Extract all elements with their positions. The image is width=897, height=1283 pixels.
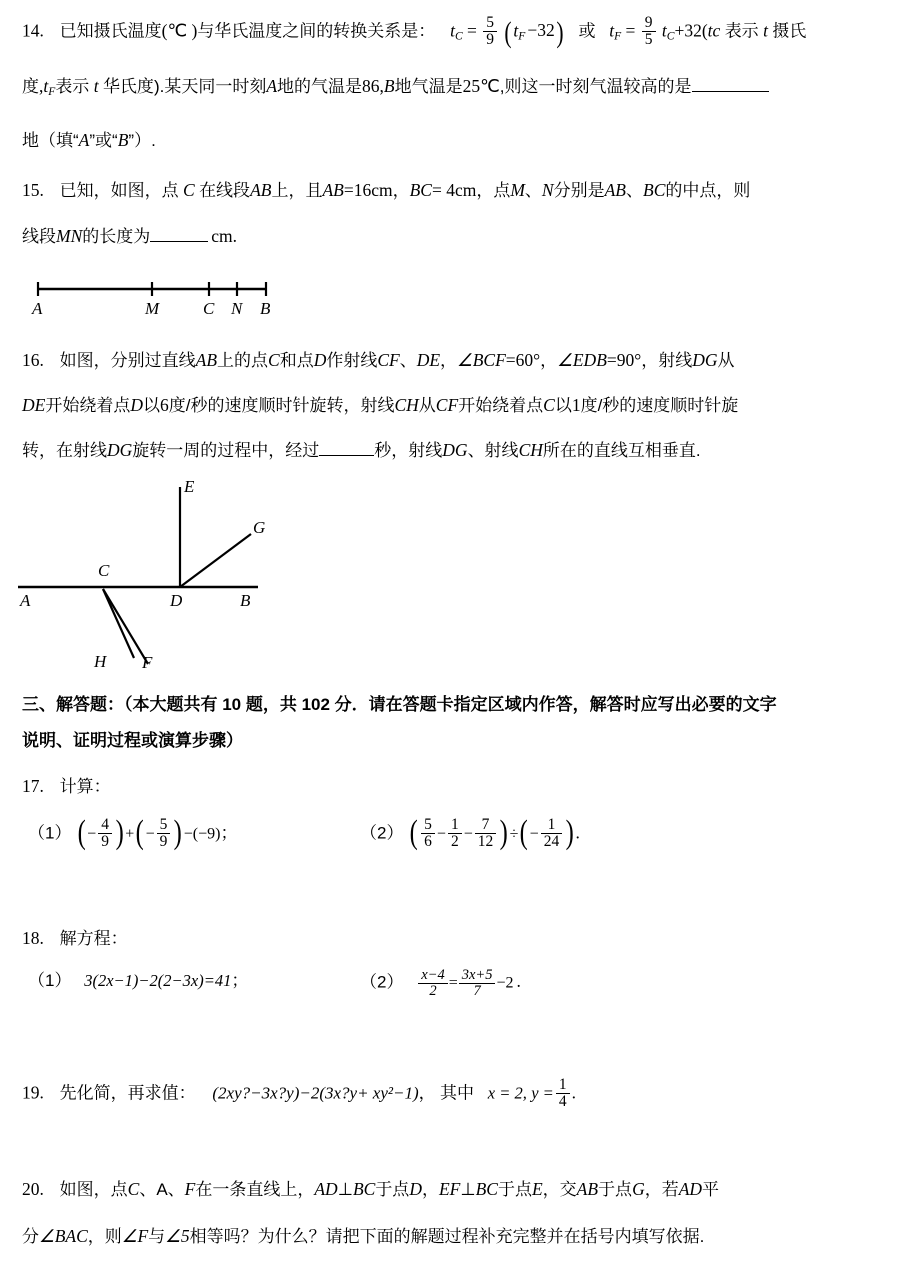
q20-BC: BC [352,1179,376,1199]
q14-sheshi: 摄氏 [772,21,807,41]
q14-tf2-symbol: t [609,20,615,41]
q17-title-text: 计算： [59,777,111,796]
segment-label-N: N [231,299,243,318]
question-17-part-1: （1） (− $\frac{4}{9}$ )+(− $\frac{5}{9}$ )−(−9)； [28,814,238,852]
q16-C: C [268,350,280,370]
q14-l2-A: A [266,76,278,96]
q17-p2-frac-5-6 [421,817,435,850]
q14-tc2-sub: C [666,30,675,43]
q19-y-fraction [556,1077,570,1110]
q14-text-2: 与华氏温度之间的转换关系是： [197,21,436,41]
q14-l2-du: 度 [22,77,39,96]
q15-text-4: ，点 [476,181,511,200]
q18-p2-f2-num: 3x+5 [461,967,493,983]
q20-text-8: 平 [702,1180,720,1199]
ray-label-A: A [20,591,31,610]
q17-p2-frac-1-24 [541,817,563,850]
q20-AB: AB [576,1179,599,1199]
q14-tc-sub: C [454,30,463,43]
q16-text-5: ，射线 [641,351,693,370]
q20-AD2: AD [678,1179,703,1199]
q14-l2-text: ).某天同一时刻 [153,77,267,96]
q14-l2-t2: t [93,76,99,96]
q17-p1-tail: (−9) [192,825,221,843]
q17-p1-paren-close-2: ) [174,814,183,852]
q16-l2-text3: 开始绕着点 [458,396,544,415]
q17-p2-divide: ÷ [509,825,519,843]
q18-p2-equals: = [448,974,458,992]
q16-text-6: 从 [717,351,735,370]
q17-p1-f1-num: 4 [101,816,109,833]
q19-y-den: 4 [556,1093,570,1110]
q16-comma1: ， [440,351,458,370]
q20-AD: AD [314,1179,338,1199]
q18-p1-label: （1） [28,971,72,990]
q15-BC: BC [409,180,432,200]
q15-text-6: 的中点，则 [665,181,751,200]
q20-l2-fen: 分 [22,1227,39,1246]
q20-EF: EF [438,1179,461,1199]
q17-p2-paren-close-2: ) [565,814,574,852]
q18-p2-label: （2） [360,972,404,992]
q15-eq2: = 4cm [431,180,477,200]
question-16-line-2 [22,397,738,415]
q16-l2-yi2: 以 [554,396,572,415]
question-20-line-1 [22,1181,719,1199]
ray-label-G: G [253,518,266,537]
q16-text-3: 和点 [279,351,314,370]
q16-l2-cong: 从 [418,396,436,415]
q16-l3-text3: 秒，射线 [374,441,443,460]
q17-p2-f1-den: 6 [421,833,435,850]
q17-p1-frac-5-9 [157,817,171,850]
q16-dun1: 、 [399,351,417,370]
question-18-title [22,930,128,948]
q14-paren-close: ) [556,15,564,49]
q17-p2-end: . [575,822,580,843]
q19-title-text: 先化简，再求值： [59,1083,196,1103]
q19-y-lhs: y = [531,1083,554,1103]
q17-p2-paren-open-1: ( [409,814,418,852]
q17-p2-frac-1-2 [448,817,462,850]
q20-l2-text2: 相等吗？为什么？请把下面的解题过程补充完整并在括号内填写依据. [189,1227,705,1246]
q14-l3-end: ”）. [128,131,156,150]
q20-angle-BAC: ∠BAC [39,1226,88,1246]
q18-title-text: 解方程： [59,929,128,948]
q16-eq-60: =60° [505,350,541,370]
question-15-number: 15. [22,180,44,200]
q17-p2-f4-num: 1 [547,816,556,833]
q17-p2-f2-den: 2 [448,833,462,850]
q14-tc-symbol: t [450,20,455,41]
q20-l2-yu: 与 [148,1227,166,1246]
q16-angle-EDB: ∠EDB [557,350,607,370]
q16-text-1: 如图，分别过直线 [59,351,196,370]
q15-answer-blank[interactable] [150,228,208,242]
segment-diagram [18,272,278,320]
q14-tf2-sub: F [614,30,622,43]
q20-A: A [156,1180,168,1199]
question-20-line-2 [22,1228,704,1246]
q17-p2-paren-close-1: ) [499,814,508,852]
q20-text-3: 于点 [375,1180,410,1199]
q16-CH: CH [394,395,419,415]
question-18-part-1 [28,972,248,990]
angle-rays-diagram [8,472,308,672]
q14-or: 或 [578,21,596,41]
q19-given-label: 其中 [440,1083,474,1103]
q19-x-value: x = 2, [487,1083,527,1103]
q16-text-4: 作射线 [326,351,378,370]
q17-p2-paren-open-2: ( [519,814,529,852]
question-15-line-2 [22,228,237,246]
q20-perp-1: ⊥ [337,1179,353,1199]
q15-eq1: =16cm [343,180,393,200]
q18-p2-frac-right [459,968,496,999]
q14-equals-1: = [467,20,477,41]
q19-expression: (2xy?−3x?y)−2(3x?y+ xy²−1) [212,1083,419,1103]
q16-l3-CH: CH [518,440,543,460]
q16-speed-1: 1 [571,395,581,415]
q15-period: . [232,226,238,246]
q16-l2-D: D [130,395,143,415]
q20-D: D [409,1179,422,1199]
q17-p2-op2: − [463,825,473,843]
q17-p1-paren-open-1: ( [77,814,86,852]
q15-N: N [541,180,554,200]
q14-l3-A: A [78,130,90,150]
q17-p2-f2-num: 1 [450,816,459,833]
q14-l2-86: 86 [362,76,380,96]
q15-dun2: 、 [626,181,643,200]
q14-l2-B: B [383,76,395,96]
q17-p1-frac-4-9 [98,817,112,850]
q18-p1-expression: 3(2x−1)−2(2−3x)=41 [84,971,232,990]
q14-l3-B: B [117,130,129,150]
q16-D: D [313,350,327,370]
q14-frac1-den: 9 [483,31,497,48]
q15-AB2: AB [322,180,344,200]
q17-p1-f1-den: 9 [98,833,112,850]
q14-plus32: +32 [674,20,702,41]
question-17-title [22,778,111,796]
q14-text-1: 已知摄氏温度 [59,21,162,41]
q16-speed-6: 6 [159,395,169,415]
q14-tf-symbol: t [513,20,519,41]
q14-frac2-num: 9 [644,14,653,31]
q17-p2-op1: − [436,825,446,843]
q15-BC2: BC [643,180,666,200]
q14-l2-text4: ,则这一时刻气温较高的是 [499,77,692,96]
q19-comma: ， [418,1083,436,1103]
ray-label-H: H [94,652,107,671]
q16-l3-DG: DG [107,440,133,460]
q16-l3-text4: 、射线 [467,441,519,460]
q14-l2-comma2: , [379,76,384,96]
question-15-line-1 [22,182,750,200]
question-16-line-1 [22,352,735,370]
q15-AB3: AB [604,180,626,200]
q16-l2-text2: 度/秒的速度顺时针旋转，射线 [168,396,395,415]
q14-t-symbol: t [763,20,768,41]
q15-C: C [183,180,195,200]
q14-l2-degC: ℃ [480,76,500,96]
q20-E: E [531,1179,543,1199]
q17-p1-end: ； [220,823,238,843]
q14-paren2: ( [701,20,708,41]
q20-perp-2: ⊥ [460,1179,476,1199]
q18-p1-end: ； [231,971,249,990]
question-14-number: 14. [22,20,44,41]
q14-l2-biaoshi: 表示 [55,77,90,96]
q17-p2-f4-den: 24 [541,833,563,850]
q20-dun1: 、 [139,1180,157,1199]
question-20-number: 20. [22,1179,44,1199]
q20-text-7: ，若 [644,1180,679,1199]
q18-p2-frac-left [418,968,447,999]
q15-cm: cm [211,226,233,246]
segment-label-B: B [260,299,271,318]
question-17-number: 17. [22,776,44,796]
q15-text-5: 分别是 [553,181,605,200]
segment-label-M: M [145,299,160,318]
q16-l3-text2: 旋转一周的过程中，经过 [132,441,320,460]
q20-l2-text1: ，则 [87,1227,122,1246]
q14-paren-open: ( [504,15,512,49]
q16-DE: DE [416,350,441,370]
q16-l2-yi: 以 [142,396,160,415]
q20-comma1: ， [421,1180,439,1199]
q16-eq-90: =90° [606,350,642,370]
q14-tf-sub: F [518,30,526,43]
q15-text-2: 在线段 [199,181,251,200]
question-16-line-3 [22,442,701,460]
q16-answer-blank[interactable] [319,442,374,456]
question-14-line-2 [22,78,769,99]
q16-l2-CF: CF [435,395,459,415]
q20-text-2: 在一条直线上， [195,1180,315,1199]
q20-text-6: 于点 [598,1180,633,1199]
q15-l2-text: 线段 [22,227,56,246]
question-14-line-3 [22,132,156,150]
q19-y-num: 1 [558,1076,567,1093]
q16-AB: AB [195,350,218,370]
q17-p1-paren-open-2: ( [135,814,145,852]
q14-l3-text: 地（填“ [22,131,79,150]
question-16-number: 16. [22,350,44,370]
q14-l2-huashidu: 华氏度 [102,77,154,96]
q16-text-2: 上的点 [217,351,269,370]
q20-G: G [632,1179,645,1199]
q17-p1-plus: + [125,825,135,843]
q14-l2-25: 25 [462,76,481,96]
q15-M: M [510,180,525,200]
q14-l3-mid: ”或“ [89,131,118,150]
q15-AB: AB [250,180,272,200]
q19-end: . [571,1082,576,1103]
q14-l2-text2: 地的气温是 [277,77,363,96]
q15-l2-text2: 的长度为 [82,227,151,246]
q18-p2-end: . [516,971,521,992]
q18-p2-tail: −2 [496,974,514,992]
q15-text-1: 已知，如图，点 [59,181,179,200]
q16-CF: CF [377,350,400,370]
question-17-part-2: （2） ( $\frac{5}{6}$ − $\frac{1}{2}$ − $\frac{7}{12}$ )÷(− $\frac{1}{24}$ ). [360,814,580,852]
q14-minus32: −32 [527,20,555,41]
q14-frac2-den: 5 [642,31,656,48]
q14-frac1-num: 5 [486,14,495,31]
q17-p2-f1-num: 5 [424,816,432,833]
q15-text-3: 上，且 [271,181,323,200]
q20-text-4: 于点 [497,1180,532,1199]
q20-BC2: BC [475,1179,498,1199]
q17-p2-f3-den: 12 [475,833,497,850]
q17-p1-minus: − [183,825,193,843]
question-19 [22,1078,576,1111]
q14-tc-text: tc [707,20,721,41]
q17-p1-f2-num: 5 [159,816,168,833]
q14-fraction-9-5 [642,15,656,48]
ray-label-B: B [240,591,251,610]
q16-angle-BCF: ∠BCF [457,350,506,370]
ray-label-D: D [170,591,183,610]
q20-angle-F: ∠F [121,1226,149,1246]
q14-equals-2: = [625,20,636,41]
q20-text-5: ，交 [542,1180,577,1199]
q14-l2-t-sub: F [48,86,56,99]
q14-l2-t: t [43,76,49,96]
q15-MN: MN [56,226,83,246]
q17-p2-label: （2） [360,823,404,843]
q20-text-1: 如图，点 [59,1180,128,1199]
q16-l3-text5: 所在的直线互相垂直. [542,441,701,460]
segment-label-C: C [203,299,215,318]
q20-angle-5: ∠5 [165,1226,190,1246]
q14-l2-comma: , [39,76,44,96]
q15-comma1: ， [392,181,410,200]
q14-biaoshi: 表示 [724,21,759,41]
q17-p2-frac-7-12 [475,817,497,850]
question-14-line-1 [22,16,806,49]
q17-p1-paren-close-1: ) [115,814,124,852]
question-19-number: 19. [22,1082,44,1103]
q18-p2-f1-den: 2 [418,983,447,999]
q20-C: C [127,1179,140,1199]
q18-p2-f2-den: 7 [459,983,496,999]
q20-dun2: 、 [167,1180,185,1199]
question-18-number: 18. [22,928,44,948]
q14-fraction-5-9 [483,15,497,48]
section-3-heading-line-2: 说明、证明过程或演算步骤） [22,731,243,750]
ray-label-C: C [98,561,110,580]
q17-p2-f3-num: 7 [481,816,490,833]
q16-l3-DG2: DG [442,440,468,460]
q17-p1-label: （1） [28,823,72,843]
question-18-part-2 [360,968,521,999]
q16-comma2: ， [540,351,558,370]
segment-label-A: A [32,299,43,318]
ray-label-F: F [142,653,153,672]
q16-l2-DE: DE [22,395,46,415]
q16-l2-text1: 开始绕着点 [45,396,131,415]
q14-answer-blank[interactable] [692,78,769,92]
q14-unit: (℃ ) [161,20,198,41]
q16-l3-text1: 转，在射线 [22,441,107,460]
q18-p2-f1-num: x−4 [421,967,445,983]
q16-l2-text4: 度/秒的速度顺时针旋 [580,396,739,415]
q16-l2-C: C [543,395,555,415]
q20-F: F [184,1179,196,1199]
q16-DG: DG [692,350,718,370]
section-3-heading-line-1: 三、解答题：（本大题共有 10 题，共 102 分．请在答题卡指定区域内作答，解答时应写出必要的文字 [22,695,777,714]
q14-tc2-symbol: t [661,20,667,41]
ray-label-E: E [184,477,195,496]
q14-l2-text3: 地气温是 [394,77,463,96]
q17-p1-f2-den: 9 [157,833,171,850]
q15-dun1: 、 [524,181,542,200]
